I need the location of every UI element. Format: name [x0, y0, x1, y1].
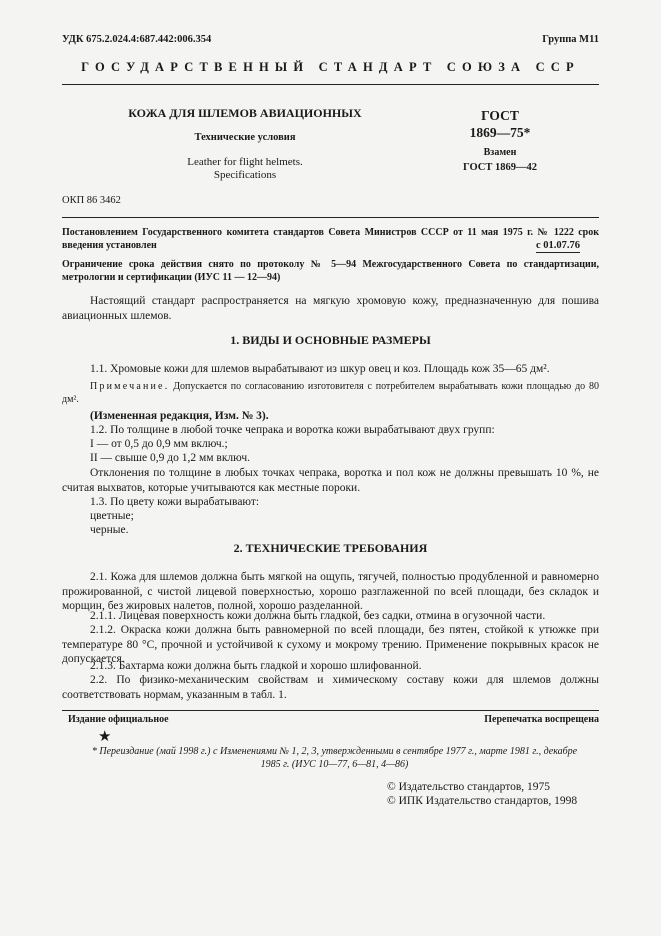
english-title: Leather for flight helmets. — [187, 156, 303, 168]
thickness-group-2: II — свыше 0,9 до 1,2 мм включ. — [90, 452, 250, 464]
decree-date: с 01.07.76 — [536, 240, 581, 251]
clause-2-1-2: 2.1.2. Окраска кожи должна быть равномерной по всей площади, без пятен, стойкой к утюжке при температуре 80 °С, прочной и устойчивой к сухому и мокрому трению. Применение покрывных красок не допускается. — [62, 624, 599, 665]
clause-1-1: 1.1. Хромовые кожи для шлемов вырабатывают из шкур овец и коз. Площадь кож 35—65 дм². — [90, 363, 550, 375]
color-option-black: черные. — [90, 524, 129, 536]
thickness-deviation: Отклонения по толщине в любых точках чепрака, воротка и пол кож не должны превышать 10 %, не считая выхватов, которые учитываются как местные пороки. — [62, 467, 599, 494]
clause-1-2: 1.2. По толщине в любой точке чепрака и воротка кожи вырабатывают двух групп: — [90, 424, 495, 436]
replaces-label: Взамен — [483, 147, 517, 158]
group-code: Группа М11 — [542, 34, 599, 45]
document-title: КОЖА ДЛЯ ШЛЕМОВ АВИАЦИОННЫХ — [128, 106, 362, 120]
intro-paragraph: Настоящий стандарт распространяется на мягкую хромовую кожу, предназначенную для пошива авиационных шлемов. — [62, 295, 599, 322]
clause-2-1-1: 2.1.1. Лицевая поверхность кожи должна быть гладкой, без садки, отмина в огузочной части. — [90, 610, 546, 622]
copyright-1998: © ИПК Издательство стандартов, 1998 — [387, 795, 578, 807]
note-block — [62, 381, 599, 406]
edition-note: (Измененная редакция, Изм. № 3). — [90, 410, 269, 422]
replaces-value: ГОСТ 1869—42 — [463, 162, 537, 173]
section2-heading: 2. ТЕХНИЧЕСКИЕ ТРЕБОВАНИЯ — [233, 541, 428, 555]
color-option-colored: цветные; — [90, 510, 134, 522]
reissue-note: * Переиздание (май 1998 г.) с Изменениями № 1, 2, 3, утвержденными в сентябре 1977 г., марте 1981 г., декабре 1985 г. (ИУС 10—77, 6—81, 4—86) — [91, 746, 578, 770]
clause-2-1-3: 2.1.3. Бахтарма кожи должна быть гладкой и хорошо шлифованной. — [90, 660, 422, 672]
decree-text: Постановлением Государственного комитета стандартов Совета Министров СССР от 11 мая 1975 г. № 1222 срок введения установлен — [62, 227, 599, 251]
copyright-1975: © Издательство стандартов, 1975 — [387, 781, 551, 793]
okp-code: ОКП 86 3462 — [62, 195, 121, 206]
clause-2-1: 2.1. Кожа для шлемов должна быть мягкой на ощупь, тягучей, полностью продубленной и равномерно прожированной, с чистой лицевой поверхностью, хорошо разглаженной по всей площади, без складок и морщин, без жировых налетов, полной, хорошо разделанной. — [62, 571, 599, 612]
star-icon: ★ — [98, 729, 112, 745]
thickness-group-1: I — от 0,5 до 0,9 мм включ.; — [90, 438, 228, 450]
clause-2-2: 2.2. По физико-механическим свойствам и химическому составу кожи для шлемов должны соответствовать нормам, указанным в табл. 1. — [62, 674, 599, 701]
udk-code: УДК 675.2.024.4:687.442:006.354 — [62, 34, 212, 45]
clause-1-3: 1.3. По цвету кожи вырабатывают: — [90, 496, 260, 508]
official-edition: Издание официальное — [68, 714, 169, 725]
restriction-note: Ограничение срока действия снято по протоколу № 5—94 Межгосударственного Совета по стандартизации, метрологии и сертификации (ИУС 11 — 12—94) — [62, 259, 599, 283]
document-subtitle: Технические условия — [194, 132, 296, 143]
reprint-prohibited: Перепечатка воспрещена — [484, 714, 599, 725]
state-standard-banner: ГОСУДАРСТВЕННЫЙ СТАНДАРТ СОЮЗА ССР — [81, 60, 580, 74]
section1-heading: 1. ВИДЫ И ОСНОВНЫЕ РАЗМЕРЫ — [230, 333, 431, 347]
gost-label: ГОСТ — [481, 108, 519, 123]
header-rule — [62, 84, 599, 85]
title-rule — [62, 217, 599, 218]
note-text: Допускается по согласованию изготовителя с потребителем вырабатывать кожи площадью до 80 дм². — [62, 381, 599, 405]
english-subtitle: Specifications — [213, 169, 277, 181]
note-label: Примечание. — [90, 381, 170, 392]
footer-rule — [62, 710, 599, 711]
gost-number: 1869—75* — [469, 125, 531, 140]
